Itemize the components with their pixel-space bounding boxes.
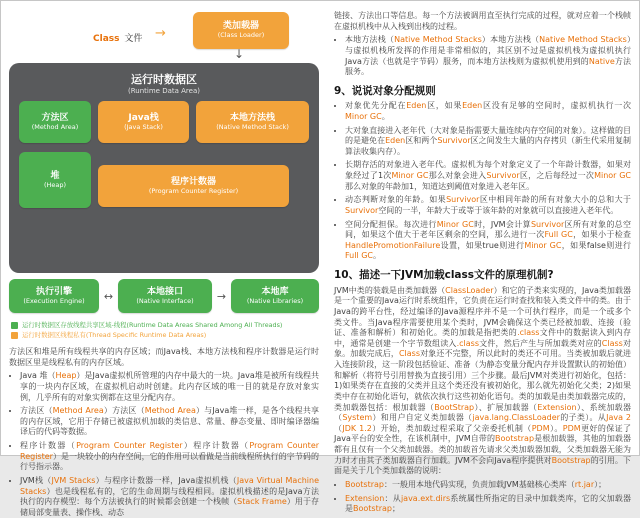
native-method-stack-label-en: (Native Method Stack) xyxy=(216,122,289,131)
section-10-bullet-list xyxy=(334,480,631,515)
class-file-label xyxy=(93,31,142,44)
list-item: • 动态判断对象的年龄。如果Survivor区中相同年龄的所有对象大小的总和大于Survivor空间的一半，年龄大于或等于该年龄的对象就可以直接进入老年代。 xyxy=(345,195,631,216)
section-10-heading: 10、描述一下JVM加载class文件的原理机制? xyxy=(334,269,554,282)
pc-register-label-en: (Program Counter Register) xyxy=(148,186,239,195)
java-stack-label-en: (Java Stack) xyxy=(124,122,163,131)
native-libraries-box xyxy=(231,279,319,313)
native-interface-box xyxy=(118,279,212,313)
section-10-paragraph: JVM中类的装载是由类加载器（ClassLoader）和它的子类来实现的，Java类加载器是一个重要的Java运行时系统组件，它负责在运行时查找和装入类文件中的类。由于Java的跨平台性，经过编译的Java源程序并不是一个可执行程序，而是一个或多个类文件。当Java程序需要使用某个类时，JVM会确保这个类已经被加载、连接（验证、准备和解析）和初始化。类的加载是指把类的.class文件中的数据读入到内存中，通常是创建一个字节数组读入.class文件，然后产生与所加载类对应的Class对象。加载完成后，Class对象还不完整，所以此时的类还不可用。当类被加载后就进入连接阶段，这一阶段包括验证、准备（为静态变量分配内存并设置默认的初始值）和解析（将符号引用替换为直接引用）三个步骤。最后JVM对类进行初始化，包括：1)如果类存在直接的父类并且这个类还没有被初始化，那么就先初始化父类；2)如果类中存在初始化语句，就依次执行这些初始化语句。类的加载是由类加载器完成的，类加载器包括：根加载器（BootStrap）、扩展加载器（Extension）、系统加载器（System）和用户自定义类加载器（java.lang.ClassLoader的子类）。从Java 2（JDK 1.2）开始，类加载过程采取了父亲委托机制（PDM）。PDM更好的保证了Java平台的安全性，在该机制中，JVM自带的Bootstrap是根加载器，其他的加载器都有且仅有一个父类加载器。类的加载首先请求父类加载器加载，父类加载器无能为力时才由其子类加载器自行加载。JVM不会向Java程序提供对Bootstrap的引用。下面是关于几个类加载器的说明： xyxy=(334,285,632,476)
section-9-heading: 9、说说对象分配规则 xyxy=(334,84,436,97)
arrow-right-icon: → xyxy=(155,26,166,41)
runtime-row-1 xyxy=(19,101,309,143)
legend-shared xyxy=(11,321,319,329)
list-item: • 大对象直接进入老年代（大对象是指需要大量连续内存空间的对象）。这样做的目的是避免在Eden区和两个Survivor区之间发生大量的内存拷贝（新生代采用复制算法收集内存）。 xyxy=(345,126,631,158)
execution-engine-box xyxy=(9,279,99,313)
list-item: • 长期存活的对象进入老年代。虚拟机为每个对象定义了一个年龄计数器，如果对象经过了1次Minor GC那么对象会进入Survivor区，之后每经过一次Minor GC那么对象的年龄加1，知道达到阈值对象进入老年区。 xyxy=(345,160,631,192)
right-column xyxy=(334,7,632,514)
legend-orange-chip xyxy=(11,332,18,339)
pc-register-label: 程序计数器 xyxy=(170,176,216,187)
class-loader-box xyxy=(193,12,289,49)
section-9-bullet-list xyxy=(334,101,631,262)
method-area-label: 方法区 xyxy=(41,112,69,123)
class-file-label-zh: 文件 xyxy=(124,34,143,44)
pc-register-wrapper xyxy=(98,152,309,208)
java-stack-box xyxy=(98,101,189,143)
method-area-box xyxy=(19,101,91,143)
class-file-label-en: Class xyxy=(93,34,120,44)
arrow-right-icon: → xyxy=(216,289,227,303)
native-interface-label-en: (Native Interface) xyxy=(136,296,194,305)
continuation-paragraph: 链接、方法出口等信息。每一个方法被调用直至执行完成的过程，就对应着一个栈帧在虚拟机栈中从入栈到出栈的过程。 xyxy=(334,11,631,31)
list-item: • 空间分配担保。每次进行Minor GC时，JVM会计算Survivor区所有对象的总空间，如果这个值大于老年区剩余的空间，那么进行一次Full GC，如果小于检查HandlePromotionFailure设置，如果true则进行Minor GC，如果false则进行Full GC。 xyxy=(345,220,631,263)
runtime-data-area-title: 运行时数据区 xyxy=(131,73,197,86)
left-bullet-list xyxy=(9,371,319,518)
execution-engine-label: 执行引擎 xyxy=(35,286,72,297)
heap-label: 堆 xyxy=(50,170,60,181)
execution-engine-label-en: (Execution Engine) xyxy=(23,296,85,305)
list-item: • 对象优先分配在Eden区，如果Eden区没有足够的空间时，虚拟机执行一次Minor GC。 xyxy=(345,101,631,122)
java-stack-label: Java栈 xyxy=(128,112,159,123)
runtime-row-2 xyxy=(19,152,309,208)
method-area-label-en: (Method Area) xyxy=(31,122,79,131)
list-item: • JVM栈（JVM Stacks）与程序计数器一样，Java虚拟机栈（Java Virtual Machine Stacks）也是线程私有的，它的生命周期与线程相同。虚拟机栈描述的是Java方法执行的内存模型：每个方法被执行的时候都会创建一个栈帧（Stack Frame）用于存储局部变量表、操作栈、动态 xyxy=(20,476,319,518)
native-method-stack-box xyxy=(196,101,309,143)
runtime-data-area-box xyxy=(9,63,319,273)
heap-label-en: (Heap) xyxy=(43,180,67,189)
jvm-architecture-diagram xyxy=(9,7,319,345)
class-loader-label-en: (Class Loader) xyxy=(217,31,265,40)
native-method-stack-label: 本地方法栈 xyxy=(230,112,276,123)
list-item: • 程序计数器（Program Counter Register）程序计数器（Program Counter Register）是一块较小的内存空间，它的作用可以看做是当前线程所执行的字节码的行号指示器。 xyxy=(20,441,319,473)
arrow-down-icon: ↓ xyxy=(234,47,245,61)
legend-green-chip xyxy=(11,322,18,329)
class-loader-label: 类加载器 xyxy=(222,21,259,32)
native-interface-label: 本地接口 xyxy=(146,286,183,297)
engine-row xyxy=(9,279,319,313)
program-counter-register-box xyxy=(98,165,289,207)
legend-thread-private xyxy=(11,331,319,339)
legend-thread-private-label: 运行时数据区线程私有(Thread Specific Runtime Data Areas) xyxy=(22,331,207,339)
list-item: • Extension：从java.ext.dirs系统属性所指定的目录中加载类库，它的父加载器是Bootstrap； xyxy=(345,494,631,515)
left-column xyxy=(9,7,320,517)
list-item: • 方法区（Method Area）方法区（Method Area）与Java堆一样，是各个线程共享的内存区域，它用于存储已被虚拟机加载的类信息、常量、静态变量、即时编译器编译后的代码等数据。 xyxy=(20,406,319,438)
legend-shared-label: 运行时数据区存放线程共享区域-线程(Runtime Data Areas Shared Among All Threads) xyxy=(22,321,283,329)
list-item: • 本地方法栈（Native Method Stacks）本地方法栈（Native Method Stacks）与虚拟机栈所发挥的作用是非常相似的，其区别不过是虚拟机栈为虚拟机执行Java方法（也就是字节码）服务，而本地方法栈则为虚拟机使用到的Native方法服务。 xyxy=(345,35,631,78)
bidirectional-arrow-icon: ↔ xyxy=(103,289,114,303)
list-item: • Java 堆（Heap）是Java虚拟机所管理的内存中最大的一块。Java堆是被所有线程共享的一块内存区域，在虚拟机启动时创建。此内存区域的唯一目的就是存放对象实例，几乎所有的对象实例都在这里分配内存。 xyxy=(20,371,319,403)
native-libraries-label-en: (Native Libraries) xyxy=(246,296,304,305)
native-libraries-label: 本地库 xyxy=(261,286,289,297)
runtime-data-area-title-en: (Runtime Data Area) xyxy=(128,87,200,95)
diagram-legend xyxy=(11,319,319,339)
list-item: • Bootstrap：一般用本地代码实现，负责加载JVM基础核心类库（rt.jar）； xyxy=(345,480,631,491)
heap-box xyxy=(19,152,91,208)
native-stack-list xyxy=(334,35,631,78)
left-intro-paragraph: 方法区和堆是所有线程共享的内存区域；而Java栈、本地方法栈和程序计数器是运行时数据区里是线程私有的内存区域。 xyxy=(9,347,319,367)
